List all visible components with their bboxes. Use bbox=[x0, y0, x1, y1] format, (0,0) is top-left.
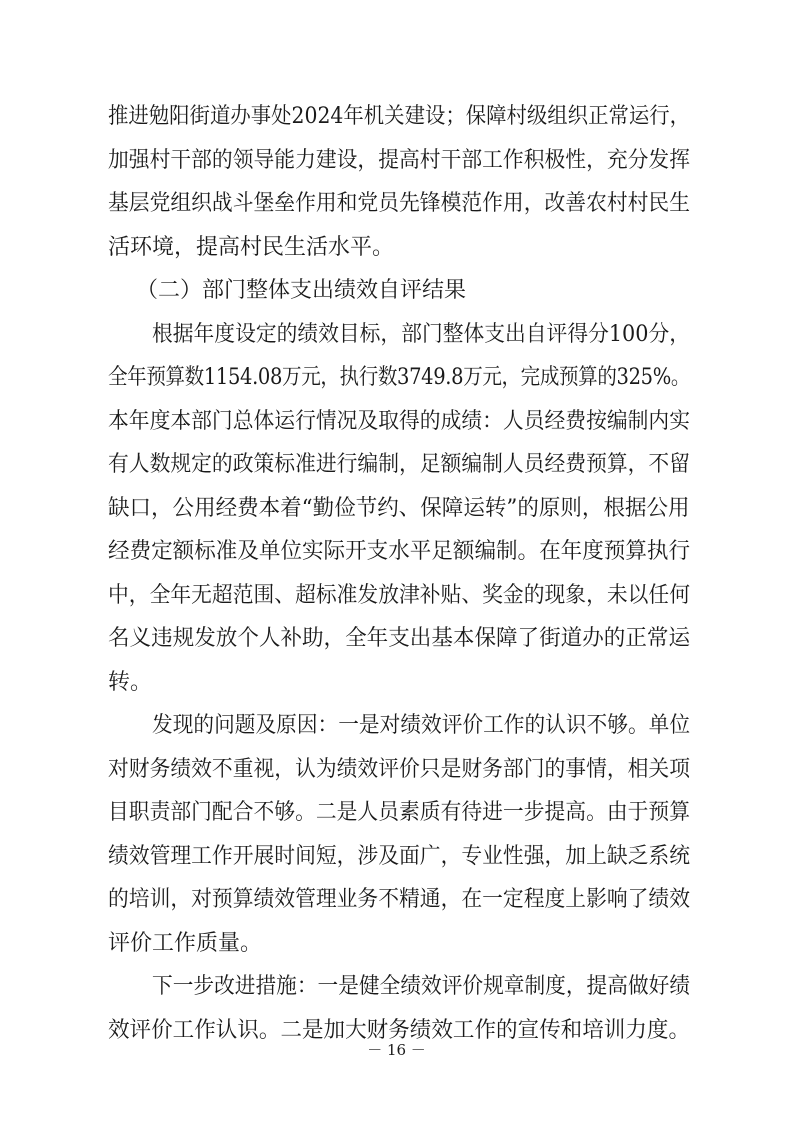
page-number: － 16 － bbox=[367, 1041, 426, 1059]
text-line: 绩效管理工作开展时间短，涉及面广，专业性强，加上缺乏系统 bbox=[108, 843, 691, 869]
text-line: 效评价工作认识。二是加大财务绩效工作的宣传和培训力度。 bbox=[108, 1017, 691, 1043]
section-heading: （二）部门整体支出绩效自评结果 bbox=[136, 278, 467, 303]
text-line: 经费定额标准及单位实际开支水平足额编制。在年度预算执行 bbox=[108, 539, 691, 564]
text-line: 全年预算数1154.08万元，执行数3749.8万元，完成预算的325%。 bbox=[108, 365, 691, 390]
text-line: 评价工作质量。 bbox=[108, 930, 263, 956]
text-line: 对财务绩效不重视，认为绩效评价只是财务部门的事情，相关项 bbox=[108, 756, 691, 782]
text-line: 目职责部门配合不够。二是人员素质有待进一步提高。由于预算 bbox=[108, 800, 691, 825]
text-line: 缺口，公用经费本着“勤俭节约、保障运转”的原则，根据公用 bbox=[108, 495, 690, 521]
text-line: 本年度本部门总体运行情况及取得的成绩：人员经费按编制内实 bbox=[108, 408, 691, 434]
text-line: 下一步改进措施：一是健全绩效评价规章制度，提高做好绩 bbox=[152, 974, 691, 999]
text-line: 根据年度设定的绩效目标，部门整体支出自评得分100分， bbox=[152, 321, 691, 347]
text-line: 发现的问题及原因：一是对绩效评价工作的认识不够。单位 bbox=[152, 713, 691, 738]
text-line: 名义违规发放个人补助，全年支出基本保障了街道办的正常运 bbox=[108, 626, 691, 651]
text-line: 中，全年无超范围、超标准发放津补贴、奖金的现象，未以任何 bbox=[108, 582, 691, 608]
text-line: 加强村干部的领导能力建设，提高村干部工作积极性，充分发挥 bbox=[108, 147, 691, 173]
text-line: 推进勉阳街道办事处2024年机关建设；保障村级组织正常运行， bbox=[108, 104, 691, 129]
text-line: 有人数规定的政策标准进行编制，足额编制人员经费预算，不留 bbox=[108, 452, 691, 477]
text-line: 活环境，提高村民生活水平。 bbox=[108, 234, 395, 260]
text-line: 基层党组织战斗堡垒作用和党员先锋模范作用，改善农村村民生 bbox=[108, 191, 691, 216]
text-line: 转。 bbox=[108, 669, 153, 695]
text-line: 的培训，对预算绩效管理业务不精通，在一定程度上影响了绩效 bbox=[108, 887, 691, 912]
